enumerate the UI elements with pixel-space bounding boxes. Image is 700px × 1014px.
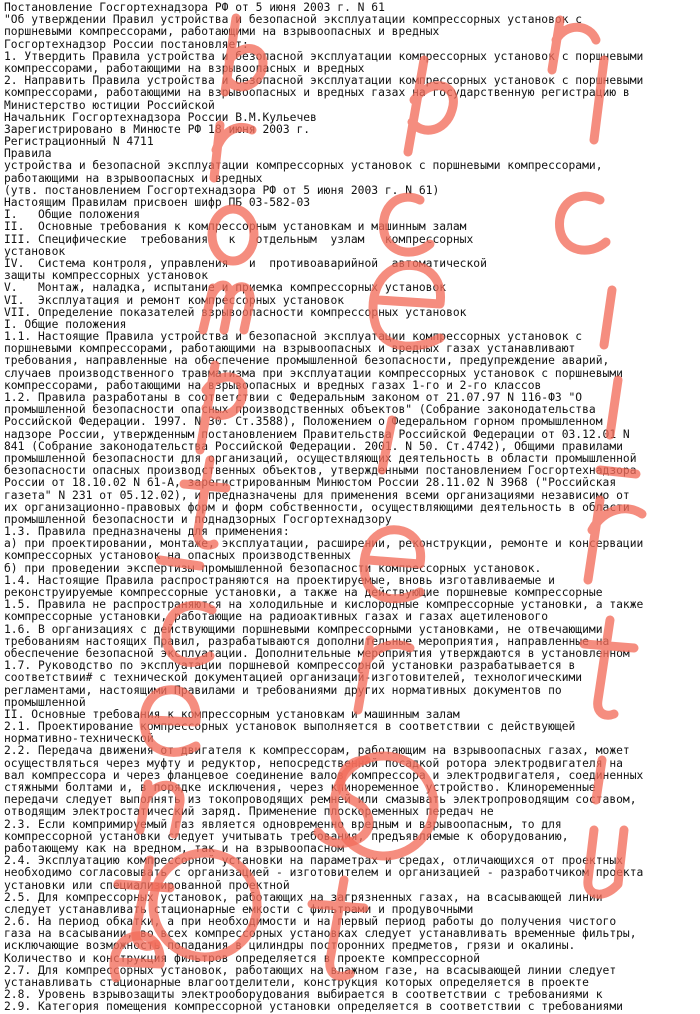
text-line: III. Специфические требования к отдельным узлам компрессорных [4, 233, 474, 246]
text-line: 2.5. Для компрессорных установок, работающих на загрязненных газах, на всасывающей линии [4, 891, 603, 904]
text-line: а) при проектировании, монтаже, эксплуатации, расширении, реконструкции, ремонте и консервации [4, 538, 644, 551]
text-line: компрессорами, работающими на взрывоопасных и вредных [4, 62, 365, 75]
text-line: требованиям настоящих Правил, разрабатываются дополнительные мероприятия, направленные на [4, 635, 610, 648]
text-line: нормативно-технической [4, 733, 154, 746]
text-line: 2.8. Уровень взрывозащиты электрооборудования выбирается в соответствии с требованиями к [4, 989, 603, 1002]
text-line: газа на всасывании, во всех компрессорных установках следует устанавливать временные фильтры, [4, 928, 637, 941]
text-line: I. Общие положения [4, 209, 141, 222]
text-line: 2.3. Если компримируемый газ является одновременно вредным и взрывоопасным, то для [4, 818, 562, 831]
text-line: компрессорных установок на опасных производственных [4, 550, 351, 563]
text-line: VII. Определение показателей взрывоопасности компрессорных установок [4, 306, 467, 319]
text-line: установки или специализированной проектной [4, 879, 290, 892]
text-line: промышленной [4, 696, 86, 709]
text-line: 1.6. В организациях с действующими поршневыми компрессорными установками, не отвечающими [4, 623, 603, 636]
text-line: 1.1. Настоящие Правила устройства и безопасной эксплуатации компрессорных установок с [4, 331, 583, 344]
text-line: следует устанавливать стационарные емкости с фильтрами и продувочными [4, 903, 474, 916]
text-line: требования, направленные на обеспечение промышленной безопасности, предупреждение аварий, [4, 355, 610, 368]
text-line: (утв. постановлением Госгортехнадзора РФ от 5 июня 2003 г. N 61) [4, 184, 440, 197]
text-line: компрессорные установки, работающие на радиоактивных газах и газах ацетиленового [4, 611, 549, 624]
text-line: Правила [4, 148, 52, 161]
text-line: безопасности опасных производственных объектов, утвержденными постановлением Госгортехнадзора [4, 465, 637, 478]
text-line: б) при проведении экспертизы промышленной безопасности компрессорных установок. [4, 562, 542, 575]
text-line: промышленной безопасности для организаций, осуществляющих деятельность в области промышленной [4, 452, 637, 465]
text-line: Настоящим Правилам присвоен шифр ПБ 03-582-03 [4, 197, 311, 209]
text-line: II. Основные требования к компрессорным установкам и машинным залам [4, 221, 467, 234]
text-line: I. Общие положения [4, 318, 127, 331]
text-line: надзоре России, утвержденным постановлением Правительства Российской Федерации от 03.12.01 N [4, 428, 630, 441]
text-line: 2.2. Передача движения от двигателя к компрессорам, работающим на взрывоопасных газах, может [4, 745, 630, 758]
text-line: передачи следует выполнять из токопроводящих ремней или смазывать электропроводящим составом, [4, 794, 637, 807]
text-line: V. Монтаж, наладка, испытание и приемка компрессорных установок [4, 282, 447, 295]
text-line: вал компрессора и через фланцевое соединение валов компрессора и электродвигателя, соединенных [4, 769, 644, 782]
text-line: 2.1. Проектирование компрессорных установок выполняется в соответствии с действующей [4, 721, 576, 734]
text-line: работающими на взрывоопасных и вредных [4, 172, 263, 185]
text-line: компрессорами, работающими на взрывоопасных и вредных газах 1-го и 2-го классов [4, 379, 542, 392]
text-line: их организационно-правовых форм и форм собственности, осуществляющими деятельность в области [4, 501, 630, 514]
text-line: Регистрационный N 4711 [4, 136, 154, 149]
text-line: стяжными болтами и, в порядке исключения, через клиноременное устройство. Клиноременные [4, 782, 596, 794]
text-line: II. Основные требования к компрессорным установкам и машинным залам [4, 708, 460, 721]
text-line: соответствии# с технической документацией организаций-изготовителей, технологическими [4, 672, 583, 685]
text-line: работающему как на вредном, так и на взрывоопасном [4, 842, 345, 855]
text-line: России от 18.10.02 N 61-А, зарегистрированным Минюстом России 28.11.02 N 3968 ("Российская [4, 477, 617, 490]
text-line: отводящим электростатический заряд. Применение плоскоременных передач не [4, 806, 494, 819]
text-line: 2.7. Для компрессорных установок, работающих на влажном газе, на всасывающей линии следует [4, 964, 617, 977]
text-line: поршневыми компрессорами, работающими на взрывоопасных и вредных газах устанавливают [4, 343, 576, 356]
text-line: устройства и безопасной эксплуатации компрессорных установок с поршневыми компрессорами, [4, 160, 603, 173]
text-line: необходимо согласовывать с организацией - изготовителем и организацией - разработчиком проекта [4, 867, 644, 880]
document-text [4, 2, 696, 1014]
text-line: 1. Утвердить Правила устройства и безопасной эксплуатации компрессорных установок с поршневыми [4, 50, 644, 63]
text-line: Начальник Госгортехнадзора России В.М.Кульечев [4, 111, 317, 124]
text-line: 2. Направить Правила устройства и безопасной эксплуатации компрессорных установок с поршневыми [4, 75, 644, 88]
text-line: исключающие возможность попадания в цилиндры посторонних предметов, грязи и окалины. [4, 940, 576, 953]
text-line: реконструируемые компрессорные установки, а также на действующие поршневые компрессорные [4, 587, 603, 599]
text-line: Министерство юстиции Российской [4, 99, 215, 112]
text-line: случаев производственного травматизма при эксплуатации компрессорных установок с поршневыми [4, 367, 623, 380]
text-line: Количество и конструкция фильтров определяется в проекте компрессорной [4, 952, 481, 965]
text-line: "Об утверждении Правил устройства и безопасной эксплуатации компрессорных установок с [4, 14, 583, 27]
text-line: компрессорной установки следует учитывать требования, предъявляемые к оборудованию, [4, 830, 569, 843]
text-line: Российской Федерации. 1997. N 30. Ст.3588), Положением о Федеральном горном промышленном [4, 416, 603, 429]
text-line: 1.3. Правила предназначены для применения: [4, 526, 290, 539]
text-line: обеспечение безопасной эксплуатации. Дополнительные мероприятия утверждаются в установленном [4, 647, 630, 660]
text-line: 2.4. Эксплуатацию компрессорной установки на параметрах и средах, отличающихся от проектных [4, 855, 623, 868]
text-line: Госгортехнадзор России постановляет: [4, 38, 249, 51]
text-line: поршневыми компрессорами, работающими на взрывоопасных и вредных [4, 26, 440, 39]
text-line: 2.6. На период обкатки, а при необходимости и на первый период работы до получения чистого [4, 916, 617, 929]
text-line: газета" N 231 от 05.12.02), и предназначены для применения всеми организациями независимо от [4, 489, 630, 502]
text-line: 841 (Собрание законодательства Российской Федерации. 2001. N 50. Ст.4742), Общими правилами [4, 440, 623, 453]
text-line: VI. Эксплуатация и ремонт компрессорных установок [4, 294, 345, 307]
text-line: 1.4. Настоящие Правила распространяются на проектируемые, вновь изготавливаемые и [4, 574, 555, 587]
text-line: защиты компрессорных установок [4, 270, 209, 283]
text-line: 1.5. Правила не распространяются на холодильные и кислородные компрессорные установки, а также [4, 599, 644, 612]
text-line: установок [4, 245, 66, 258]
text-line: регламентами, настоящими Правилами и требованиями других нормативных документов по [4, 684, 562, 697]
text-line: Зарегистрировано в Минюсте РФ 18 июня 2003 г. [4, 123, 311, 136]
text-line: 2.9. Категория помещения компрессорной установки определяется в соответствии с требованиями [4, 1001, 623, 1014]
text-line: промышленной безопасности опасных производственных объектов" (Собрание законодательства [4, 404, 596, 417]
text-line: 1.7. Руководство по эксплуатации поршневой компрессорной установки разрабатывается в [4, 660, 576, 673]
text-line: Постановление Госгортехнадзора РФ от 5 июня 2003 г. N 61 [4, 2, 385, 14]
text-line: осуществляться через муфту и редуктор, непосредственной посадкой ротора электродвигателя на [4, 757, 623, 770]
text-line: IV. Система контроля, управления и противоаварийной автоматической [4, 257, 487, 270]
text-line: 1.2. Правила разработаны в соответствии с Федеральным законом от 21.07.97 N 116-ФЗ "О [4, 392, 583, 404]
text-line: промышленной безопасности и поднадзорных Госгортехнадзору [4, 513, 392, 526]
text-line: компрессорами, работающими на взрывоопасных и вредных газах на государственную регистрацию в [4, 87, 630, 100]
text-line: устанавливать стационарные влагоотделители, конструкция которых определяется в проекте [4, 977, 589, 989]
